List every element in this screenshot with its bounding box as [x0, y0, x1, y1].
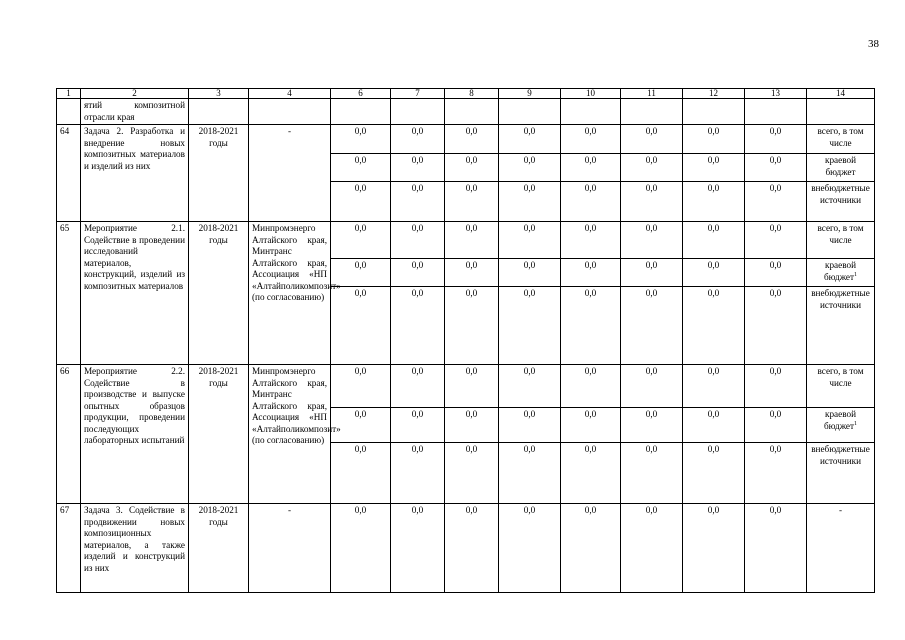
value-cell: 0,0 — [683, 125, 745, 154]
value-cell: 0,0 — [499, 408, 561, 443]
value-cell: 0,0 — [445, 125, 499, 154]
header-cell: 13 — [745, 89, 807, 99]
continuation-row — [57, 99, 875, 125]
value-cell: 0,0 — [445, 287, 499, 365]
row-name: Мероприятие 2.2. Содействие в производстве и выпуске опытных образцов продукции, проведении последующих лабораторных испытаний — [81, 365, 189, 504]
value-cell: 0,0 — [499, 182, 561, 222]
row-period: 2018-2021 годы — [189, 125, 249, 222]
value-cell: 0,0 — [683, 287, 745, 365]
funding-source — [807, 504, 875, 593]
value-cell: 0,0 — [445, 408, 499, 443]
value-cell: 0,0 — [621, 182, 683, 222]
value-cell: 0,0 — [499, 154, 561, 182]
funding-source-label: - — [838, 505, 843, 515]
value-cell: 0,0 — [391, 222, 445, 259]
value-cell: 0,0 — [499, 259, 561, 287]
value-cell: 0,0 — [445, 222, 499, 259]
value-cell: 0,0 — [561, 182, 621, 222]
header-cell: 11 — [621, 89, 683, 99]
value-cell: 0,0 — [683, 182, 745, 222]
funding-source-label: внебюджетные источники — [811, 288, 870, 310]
value-cell: 0,0 — [745, 408, 807, 443]
budget-table — [56, 88, 875, 593]
value-cell: 0,0 — [445, 443, 499, 504]
funding-source — [807, 154, 875, 182]
value-cell: 0,0 — [745, 222, 807, 259]
footnote-marker: 1 — [854, 271, 858, 278]
funding-source-label: всего, в том числе — [817, 366, 864, 388]
value-cell: 0,0 — [391, 154, 445, 182]
value-cell: 0,0 — [561, 443, 621, 504]
value-cell: 0,0 — [499, 504, 561, 593]
value-cell: 0,0 — [745, 365, 807, 408]
funding-source-label: внебюджетные источники — [811, 183, 870, 205]
value-cell: 0,0 — [391, 443, 445, 504]
header-cell: 1 — [57, 89, 81, 99]
value-cell: 0,0 — [499, 443, 561, 504]
funding-source-label: краевой бюджет — [825, 155, 856, 177]
funding-source — [807, 408, 875, 443]
value-cell: 0,0 — [391, 287, 445, 365]
value-cell: 0,0 — [621, 443, 683, 504]
value-cell: 0,0 — [621, 259, 683, 287]
header-cell: 8 — [445, 89, 499, 99]
value-cell: 0,0 — [445, 259, 499, 287]
footnote-marker: 1 — [854, 420, 858, 427]
value-cell: 0,0 — [499, 125, 561, 154]
value-cell: 0,0 — [745, 154, 807, 182]
continuation-text: ятий композитной отрасли края — [81, 99, 189, 125]
row-period: 2018-2021 годы — [189, 504, 249, 593]
value-cell: 0,0 — [331, 408, 391, 443]
value-cell: 0,0 — [445, 504, 499, 593]
value-cell: 0,0 — [561, 259, 621, 287]
value-cell: 0,0 — [621, 154, 683, 182]
row-number: 67 — [57, 504, 81, 593]
value-cell: 0,0 — [331, 365, 391, 408]
header-cell: 10 — [561, 89, 621, 99]
header-cell: 6 — [331, 89, 391, 99]
header-cell: 7 — [391, 89, 445, 99]
header-cell: 14 — [807, 89, 875, 99]
row-number: 66 — [57, 365, 81, 504]
value-cell: 0,0 — [499, 222, 561, 259]
value-cell: 0,0 — [745, 504, 807, 593]
value-cell: 0,0 — [391, 125, 445, 154]
value-cell: 0,0 — [331, 287, 391, 365]
row-executor: Минпромэнерго Алтайского края, Минтранс Алтайского края, Ассоциация «НП «Алтайполикомпозит» (по согласованию) — [249, 222, 331, 365]
value-cell: 0,0 — [683, 222, 745, 259]
value-cell: 0,0 — [391, 259, 445, 287]
row-executor: Минпромэнерго Алтайского края, Минтранс Алтайского края, Ассоциация «НП «Алтайполикомпозит» (по согласованию) — [249, 365, 331, 504]
funding-source-label: всего, в том числе — [817, 126, 864, 148]
table-row — [57, 365, 875, 408]
funding-source — [807, 259, 875, 287]
value-cell: 0,0 — [745, 125, 807, 154]
value-cell: 0,0 — [561, 287, 621, 365]
header-cell: 3 — [189, 89, 249, 99]
value-cell: 0,0 — [561, 504, 621, 593]
value-cell: 0,0 — [621, 125, 683, 154]
value-cell: 0,0 — [331, 443, 391, 504]
value-cell: 0,0 — [745, 259, 807, 287]
value-cell: 0,0 — [445, 182, 499, 222]
value-cell: 0,0 — [391, 504, 445, 593]
row-executor: - — [249, 125, 331, 222]
row-name: Задача 2. Разработка и внедрение новых композитных материалов и изделий из них — [81, 125, 189, 222]
value-cell: 0,0 — [561, 222, 621, 259]
value-cell: 0,0 — [561, 365, 621, 408]
value-cell: 0,0 — [683, 259, 745, 287]
funding-source-label: внебюджетные источники — [811, 444, 870, 466]
value-cell: 0,0 — [561, 154, 621, 182]
row-number: 65 — [57, 222, 81, 365]
page-number: 38 — [868, 38, 879, 50]
header-cell: 2 — [81, 89, 189, 99]
header-cell: 9 — [499, 89, 561, 99]
value-cell: 0,0 — [561, 408, 621, 443]
value-cell: 0,0 — [745, 182, 807, 222]
funding-source — [807, 443, 875, 504]
value-cell: 0,0 — [445, 154, 499, 182]
value-cell: 0,0 — [621, 222, 683, 259]
value-cell: 0,0 — [391, 408, 445, 443]
value-cell: 0,0 — [331, 154, 391, 182]
value-cell: 0,0 — [331, 222, 391, 259]
table-row — [57, 222, 875, 259]
value-cell: 0,0 — [621, 365, 683, 408]
funding-source — [807, 365, 875, 408]
funding-source-label: краевой бюджет — [823, 260, 856, 282]
funding-source — [807, 182, 875, 222]
value-cell: 0,0 — [683, 365, 745, 408]
row-period: 2018-2021 годы — [189, 365, 249, 504]
table-row — [57, 504, 875, 593]
value-cell: 0,0 — [683, 408, 745, 443]
row-name: Задача 3. Содействие в продвижении новых композиционных материалов, а также изделий и конструкций из них — [81, 504, 189, 593]
funding-source — [807, 287, 875, 365]
row-executor: - — [249, 504, 331, 593]
funding-source — [807, 125, 875, 154]
row-name: Мероприятие 2.1. Содействие в проведении исследований материалов, конструкций, изделий из композитных материалов — [81, 222, 189, 365]
value-cell: 0,0 — [331, 504, 391, 593]
value-cell: 0,0 — [683, 443, 745, 504]
value-cell: 0,0 — [331, 182, 391, 222]
row-period: 2018-2021 годы — [189, 222, 249, 365]
value-cell: 0,0 — [621, 408, 683, 443]
value-cell: 0,0 — [499, 287, 561, 365]
value-cell: 0,0 — [561, 125, 621, 154]
value-cell: 0,0 — [391, 182, 445, 222]
value-cell: 0,0 — [745, 287, 807, 365]
value-cell: 0,0 — [621, 504, 683, 593]
value-cell: 0,0 — [331, 125, 391, 154]
value-cell: 0,0 — [745, 443, 807, 504]
funding-source-label: краевой бюджет — [823, 409, 856, 431]
row-number: 64 — [57, 125, 81, 222]
value-cell: 0,0 — [683, 154, 745, 182]
value-cell: 0,0 — [445, 365, 499, 408]
funding-source-label: всего, в том числе — [817, 223, 864, 245]
value-cell: 0,0 — [621, 287, 683, 365]
value-cell: 0,0 — [683, 504, 745, 593]
value-cell: 0,0 — [499, 365, 561, 408]
header-cell: 12 — [683, 89, 745, 99]
funding-source — [807, 222, 875, 259]
table-row — [57, 125, 875, 154]
value-cell: 0,0 — [331, 259, 391, 287]
header-row — [57, 89, 875, 99]
header-cell: 4 — [249, 89, 331, 99]
value-cell: 0,0 — [391, 365, 445, 408]
